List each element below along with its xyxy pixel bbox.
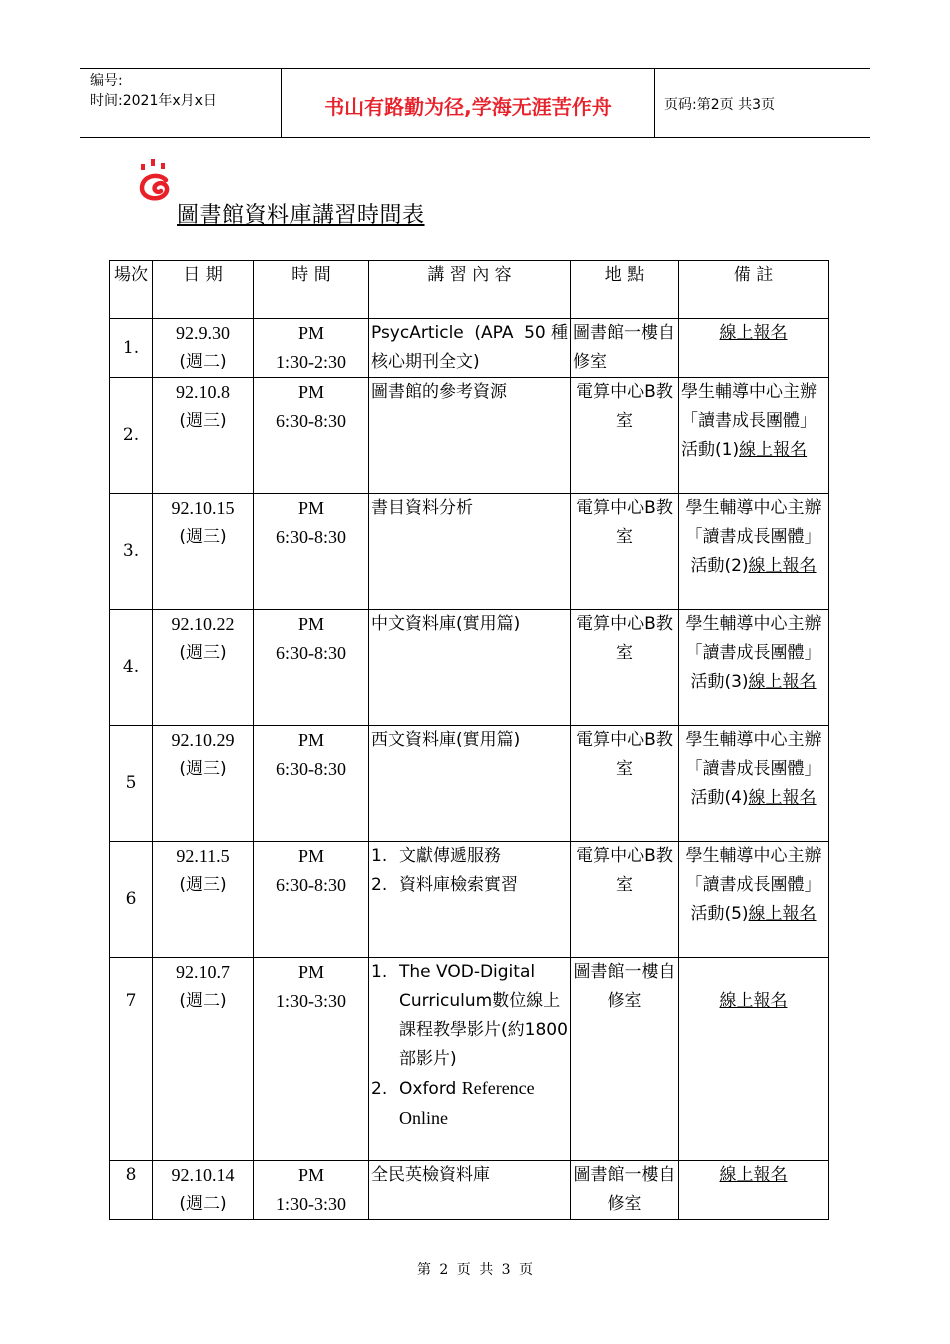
row-content: 中文資料庫(實用篇) [369,610,571,726]
register-link[interactable]: 線上報名 [739,440,808,460]
register-link[interactable]: 線上報名 [748,672,817,692]
weekday: (週二) [179,352,227,372]
row-no: 5 [110,726,153,842]
list-item: 2. Oxford Reference Online [371,1078,535,1128]
row-no: 7 [110,958,153,1161]
time-ampm: PM [297,323,324,343]
row-date [153,610,254,726]
row-place: 電算中心B教室 [571,842,679,958]
time-ampm: PM [297,498,324,518]
row-note [679,610,829,726]
weekday: (週三) [179,527,227,547]
row-no: 4. [110,610,153,726]
row-place: 電算中心B教室 [571,726,679,842]
row-no: 6 [110,842,153,958]
header-place: 地 點 [571,261,679,319]
header-note: 備 註 [679,261,829,319]
list-item: 1. 文獻傳遞服務 [371,846,501,866]
date-value: 92.10.29 [171,730,235,750]
note-text: 學生輔導中心主辦「讀書成長團體」活動(5) [685,846,822,924]
time-ampm: PM [297,730,324,750]
row-no: 2. [110,378,153,494]
time-range: 6:30-8:30 [276,411,346,431]
register-link[interactable]: 線上報名 [719,1165,788,1185]
row-date [153,378,254,494]
page-label: 页码:第2页 共3页 [664,97,775,113]
weekday: (週三) [179,875,227,895]
table-row [110,726,829,842]
weekday: (週二) [179,1194,227,1214]
row-date [153,842,254,958]
date-value: 92.10.14 [171,1165,235,1185]
date-value: 92.10.22 [171,614,235,634]
row-note [679,378,829,494]
row-date [153,958,254,1161]
weekday: (週三) [179,411,227,431]
list-item: 1. The VOD-Digital Curriculum數位線上課程教學影片(約1800部影片) [371,962,568,1069]
time-range: 1:30-3:30 [276,1194,346,1214]
row-date [153,1161,254,1220]
content-list [371,958,568,1134]
row-note [679,726,829,842]
row-time [254,378,369,494]
row-place: 電算中心B教室 [571,378,679,494]
row-content [369,842,571,958]
note-text: 學生輔導中心主辦「讀書成長團體」活動(3) [685,614,822,692]
number-label: 编号: [90,73,123,89]
page-header [80,68,870,138]
date-value: 92.10.7 [176,962,230,982]
row-content: 書目資料分析 [369,494,571,610]
row-time [254,494,369,610]
time-range: 1:30-3:30 [276,991,346,1011]
row-time [254,1161,369,1220]
date-value: 92.11.5 [176,846,230,866]
date-value: 92.9.30 [176,323,230,343]
time-label: 时间:2021年x月x日 [90,93,217,109]
weekday: (週三) [179,759,227,779]
header-time: 時 間 [254,261,369,319]
register-link[interactable]: 線上報名 [719,991,788,1011]
register-link[interactable]: 線上報名 [719,323,788,343]
row-content: 圖書館的參考資源 [369,378,571,494]
table-row [110,1161,829,1220]
row-no: 1. [110,319,153,378]
row-note [679,1161,829,1220]
time-range: 6:30-8:30 [276,759,346,779]
header-no: 場次 [110,261,153,319]
page-title: 圖書館資料庫講習時間表 [177,203,425,228]
weekday: (週二) [179,991,227,1011]
time-ampm: PM [297,846,324,866]
table-row [110,494,829,610]
note-text: 學生輔導中心主辦「讀書成長團體」活動(1) [681,382,817,460]
row-place: 圖書館一樓自修室 [571,958,679,1161]
row-no: 3. [110,494,153,610]
weekday: (週三) [179,643,227,663]
row-date [153,494,254,610]
date-value: 92.10.15 [171,498,235,518]
row-note [679,319,829,378]
row-no: 8 [110,1161,153,1220]
row-place: 電算中心B教室 [571,494,679,610]
time-range: 6:30-8:30 [276,875,346,895]
row-content: 西文資料庫(實用篇) [369,726,571,842]
table-row [110,958,829,1161]
date-value: 92.10.8 [176,382,230,402]
register-link[interactable]: 線上報名 [748,904,817,924]
table-row [110,378,829,494]
row-place: 圖書館一樓自修室 [571,1161,679,1220]
schedule-table [109,260,829,1220]
header-divider [654,69,655,137]
time-range: 1:30-2:30 [276,352,346,372]
header-motto: 书山有路勤为径,学海无涯苦作舟 [324,95,612,119]
row-date [153,726,254,842]
time-ampm: PM [297,1165,324,1185]
time-range: 6:30-8:30 [276,643,346,663]
row-date [153,319,254,378]
note-text: 學生輔導中心主辦「讀書成長團體」活動(4) [685,730,822,808]
table-row [110,319,829,378]
time-ampm: PM [297,614,324,634]
row-content: 全民英檢資料庫 [369,1161,571,1220]
header-meta [90,71,217,111]
time-ampm: PM [297,382,324,402]
list-item: 2. 資料庫檢索實習 [371,875,518,895]
time-ampm: PM [297,962,324,982]
row-place: 電算中心B教室 [571,610,679,726]
row-content: PsycArticle (APA 50種核心期刊全文) [369,319,571,378]
register-link[interactable]: 線上報名 [748,556,817,576]
content-list [371,842,568,900]
row-place: 圖書館一樓自修室 [571,319,679,378]
page-footer: 第 2 页 共 3 页 [416,1262,534,1278]
row-time [254,726,369,842]
row-time [254,958,369,1161]
row-note [679,494,829,610]
table-header-row [110,261,829,319]
header-date: 日 期 [153,261,254,319]
time-range: 6:30-8:30 [276,527,346,547]
register-link[interactable]: 線上報名 [748,788,817,808]
spiral-logo-icon [138,158,178,206]
row-time [254,842,369,958]
row-content [369,958,571,1161]
table-row [110,610,829,726]
row-time [254,610,369,726]
row-time [254,319,369,378]
row-note [679,958,829,1161]
note-text: 學生輔導中心主辦「讀書成長團體」活動(2) [685,498,822,576]
table-row [110,842,829,958]
header-content: 講 習 內 容 [369,261,571,319]
row-note [679,842,829,958]
